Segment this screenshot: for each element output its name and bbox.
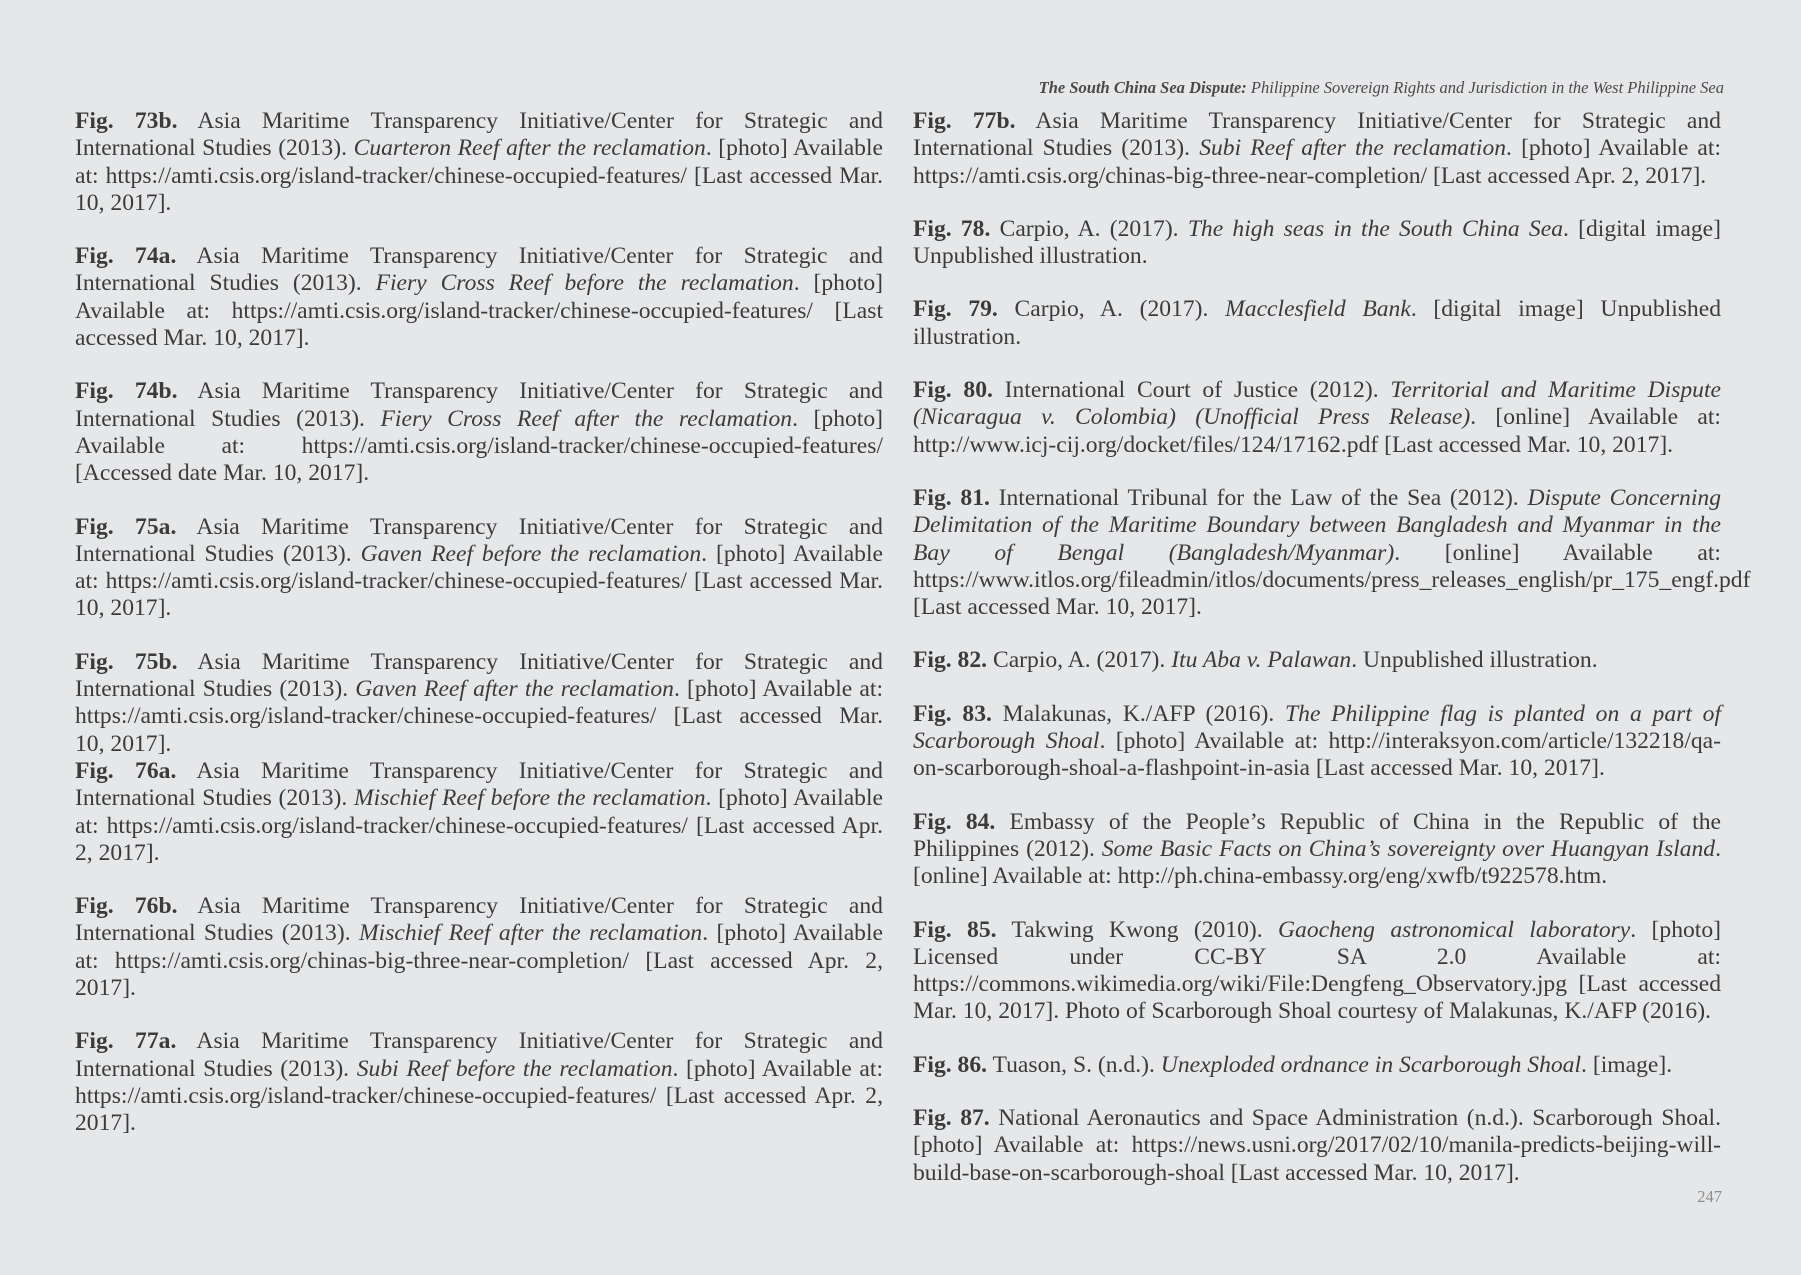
reference-text: . [online] Available at: http://www.icj-cij.org/docket/files/124/17162.pdf [Last accessed Mar. 10, 2017]. [913, 404, 1721, 458]
reference-text: Carpio, A. (2017). [990, 215, 1188, 242]
reference-text: . [photo] Available at: http://interaksyon.com/article/132218/qa-on-scarborough-shoal-a-flashpoint-in-asia [Last accessed Mar. 10, 2017]. [913, 728, 1721, 782]
figure-label: Fig. 85. [913, 916, 997, 943]
reference-text: . [photo] Available at: https://amti.csis.org/island-tracker/chinese-occupied-features/ [Last accessed Mar. 10, 2017]. [75, 270, 883, 352]
reference-text: Asia Maritime Transparency Initiative/Center for Strategic and International Studies (2013). [75, 378, 883, 432]
reference-text: Asia Maritime Transparency Initiative/Center for Strategic and International Studies (2013). [75, 648, 883, 703]
figure-label: Fig. 80. [913, 377, 993, 404]
figure-label: Fig. 87. [913, 1105, 990, 1132]
figure-label: Fig. 74a. [75, 243, 177, 270]
reference-text: Carpio, A. (2017). [987, 647, 1172, 674]
reference-entry [75, 243, 883, 352]
reference-entry [913, 484, 1751, 621]
reference-title: Territorial and Maritime Dispute (Nicaragua v. Colombia) (Unofficial Press Release) [913, 377, 1721, 431]
reference-entry [913, 1052, 1721, 1079]
reference-text: Asia Maritime Transparency Initiative/Center for Strategic and International Studies (2013). [75, 1028, 883, 1082]
reference-text: National Aeronautics and Space Administration (n.d.). Scarborough Shoal. [photo] Available at: https://news.usni.org/2017/02/10/manila-predicts-beijing-will-build-base-on-scarborough-shoal [Last accessed Mar. 10, 2017]. [913, 1105, 1721, 1186]
reference-entry [913, 296, 1721, 351]
figure-label: Fig. 75a. [75, 513, 177, 540]
right-column [913, 108, 1751, 1213]
reference-title: Mischief Reef after the reclamation [358, 920, 703, 947]
reference-text: . [photo] Available at: https://amti.csis.org/chinas-big-three-near-completion/ [Last accessed Apr. 2, 2017]. [75, 920, 884, 1002]
reference-entry [75, 893, 883, 1002]
figure-label: Fig. 86. [913, 1051, 988, 1078]
reference-text: . [photo] Available at: https://amti.csis.org/chinas-big-three-near-completion/ [Last accessed Apr. 2, 2017]. [913, 135, 1722, 189]
figure-label: Fig. 76a. [75, 757, 177, 784]
reference-title: Fiery Cross Reef after the reclamation [380, 405, 793, 432]
reference-text: Embassy of the People’s Republic of China in the Republic of the Philippines (2012). [913, 808, 1721, 862]
reference-title: Unexploded ordnance in Scarborough Shoal [1160, 1051, 1582, 1078]
reference-title: Mischief Reef before the reclamation [354, 785, 706, 812]
header-subtitle: Philippine Sovereign Rights and Jurisdiction in the West Philippine Sea [1250, 78, 1724, 97]
figure-label: Fig. 77b. [913, 108, 1016, 134]
reference-entry [913, 108, 1721, 190]
figure-label: Fig. 73b. [75, 108, 178, 134]
reference-text: . [online] Available at: http://ph.china-embassy.org/eng/xwfb/t922578.htm. [913, 835, 1721, 890]
reference-entry [913, 1105, 1721, 1187]
reference-text: . [photo] Available at: https://amti.csis.org/island-tracker/chinese-occupied-features/ [Last accessed Mar. 10, 2017]. [75, 540, 884, 622]
reference-entry [913, 701, 1721, 783]
reference-title: Fiery Cross Reef before the reclamation [375, 270, 794, 297]
reference-text: . [digital image] Unpublished illustration. [913, 296, 1721, 350]
figure-label: Fig. 74b. [75, 378, 178, 405]
figure-label: Fig. 77a. [75, 1028, 177, 1055]
reference-text: Malakunas, K./AFP (2016). [991, 700, 1286, 727]
reference-text: Asia Maritime Transparency Initiative/Center for Strategic and International Studies (2013). [75, 243, 883, 297]
reference-title: Macclesfield Bank [1225, 296, 1411, 323]
figure-label: Fig. 75b. [75, 648, 178, 675]
reference-title: The Philippine flag is planted on a part of Scarborough Shoal [913, 700, 1721, 755]
reference-text: Asia Maritime Transparency Initiative/Center for Strategic and International Studies (2013). [913, 108, 1721, 162]
figure-label: Fig. 82. [913, 647, 988, 674]
reference-text: Carpio, A. (2017). [997, 296, 1226, 323]
page-number: 247 [1697, 1187, 1722, 1206]
reference-entry [913, 377, 1721, 459]
reference-text: International Tribunal for the Law of the Sea (2012). [989, 484, 1528, 511]
reference-title: Subi Reef before the reclamation [356, 1055, 673, 1082]
reference-text: Asia Maritime Transparency Initiative/Center for Strategic and International Studies (2013). [75, 513, 883, 567]
reference-text: . [photo] Available at: https://amti.csis.org/island-tracker/chinese-occupied-features/ [Accessed date Mar. 10, 2017]. [75, 405, 883, 487]
reference-title: Some Basic Facts on China’s sovereignty over Huangyan Island [1101, 835, 1716, 862]
reference-text: . Unpublished illustration. [1351, 647, 1598, 674]
reference-entry [913, 216, 1721, 271]
reference-entry [913, 917, 1721, 1026]
reference-entry [913, 809, 1721, 891]
reference-text: Asia Maritime Transparency Initiative/Center for Strategic and International Studies (2013). [75, 893, 883, 947]
reference-title: Itu Aba v. Palawan [1171, 647, 1352, 674]
reference-entry [75, 108, 883, 217]
figure-label: Fig. 76b. [75, 893, 178, 920]
reference-title: Cuarteron Reef after the reclamation [353, 135, 706, 162]
reference-text: . [photo] Available at: https://amti.csis.org/island-tracker/chinese-occupied-features/ [Last accessed Mar. 10, 2017]. [75, 135, 883, 216]
reference-text: . [digital image] Unpublished illustration. [913, 215, 1721, 270]
reference-title: Gaven Reef after the reclamation [355, 676, 674, 703]
reference-text: . [photo] Licensed under CC-BY SA 2.0 Available at: https://commons.wikimedia.org/wiki/File:Dengfeng_Observatory.jpg [Last accessed Mar. 10, 2017]. Photo of Scarborough Shoal courtesy of Malakunas, K./AFP (2016). [913, 916, 1721, 1025]
reference-entry [75, 649, 883, 758]
reference-title: The high seas in the South China Sea [1187, 215, 1563, 242]
reference-entry [75, 1028, 883, 1137]
reference-text: Takwing Kwong (2010). [996, 916, 1279, 943]
header-title: The South China Sea Dispute: [1038, 78, 1247, 97]
reference-text: . [image]. [1581, 1051, 1673, 1078]
reference-title: Gaocheng astronomical laboratory [1278, 916, 1631, 943]
figure-label: Fig. 78. [913, 215, 991, 242]
reference-entry [75, 514, 883, 623]
reference-text: . [online] Available at: https://www.itlos.org/fileadmin/itlos/documents/press_releases_english/pr_175_engf.pdf [Last accessed Mar. 10, 2017]. [913, 539, 1751, 621]
reference-text: . [photo] Available at: https://amti.csis.org/island-tracker/chinese-occupied-features/ [Last accessed Mar. 10, 2017]. [75, 676, 884, 757]
reference-entry [913, 647, 1721, 674]
figure-label: Fig. 83. [913, 700, 992, 727]
figure-label: Fig. 84. [913, 808, 996, 835]
reference-text: Asia Maritime Transparency Initiative/Center for Strategic and International Studies (2013). [75, 757, 883, 812]
reference-text: International Court of Justice (2012). [992, 377, 1391, 404]
reference-text: Asia Maritime Transparency Initiative/Center for Strategic and International Studies (2013). [75, 108, 883, 162]
reference-title: Subi Reef after the reclamation [1199, 135, 1507, 162]
reference-entry [75, 378, 883, 487]
left-column [75, 108, 883, 1164]
figure-label: Fig. 79. [913, 296, 998, 323]
reference-entry [75, 758, 883, 867]
reference-text: Tuason, S. (n.d.). [987, 1051, 1161, 1078]
reference-text: . [photo] Available at: https://amti.csis.org/island-tracker/chinese-occupied-features/ [Last accessed Apr. 2, 2017]. [75, 1055, 884, 1137]
reference-text: . [photo] Available at: https://amti.csis.org/island-tracker/chinese-occupied-features/ [Last accessed Apr. 2, 2017]. [75, 785, 883, 866]
figure-label: Fig. 81. [913, 484, 990, 511]
reference-title: Dispute Concerning Delimitation of the Maritime Boundary between Bangladesh and Myanmar in the Bay of Bengal (Bangladesh/Myanmar) [913, 484, 1721, 566]
reference-title: Gaven Reef before the reclamation [360, 540, 702, 567]
running-header [1039, 78, 1724, 98]
